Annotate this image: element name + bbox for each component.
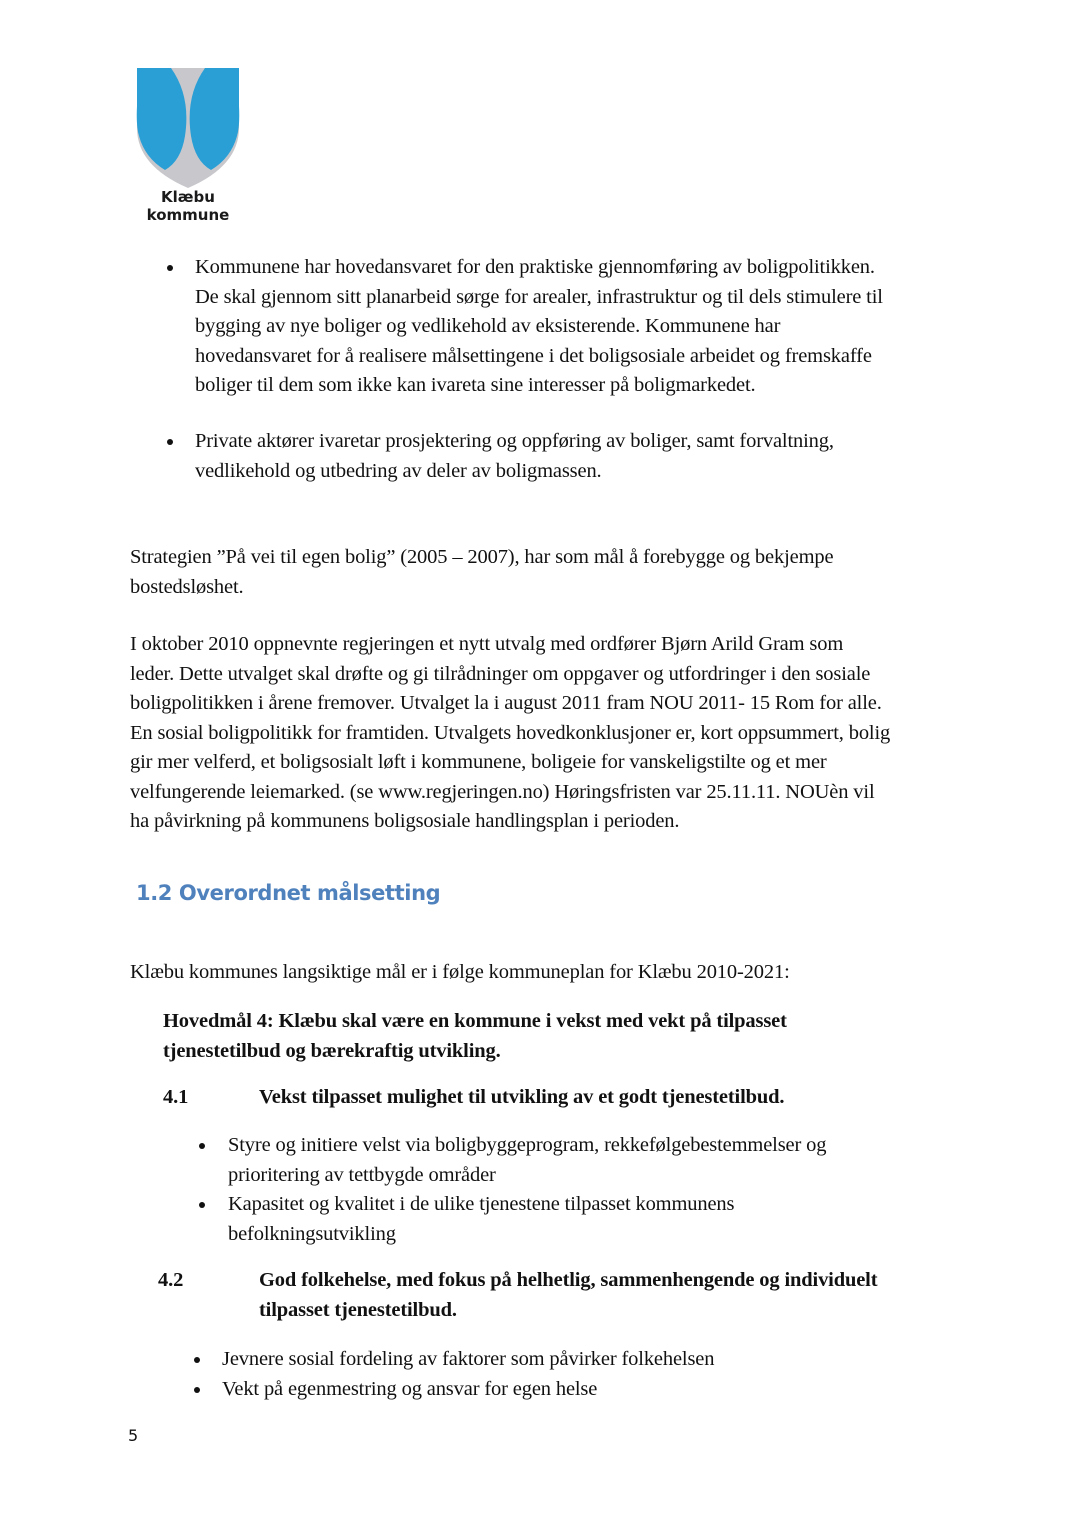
text-line: tilpasset tjenestetilbud. [259,1298,457,1321]
bullet-icon [199,1143,205,1149]
subgoal-title [259,1266,979,1325]
subgoal-number: 4.1 [163,1086,189,1108]
logo-text-line1: Klæbu [161,188,215,206]
paragraph-strategy [130,543,970,602]
text-line: bostedsløshet. [130,575,244,598]
bullet-icon [199,1202,205,1208]
page-number: 5 [128,1426,139,1445]
logo-text-line2: kommune [146,206,230,224]
text-line: Strategien ”På vei til egen bolig” (2005 – 2007), har som mål å forebygge og bekjempe [130,546,834,568]
text-line: befolkningsutvikling [228,1222,396,1245]
text-line: hovedansvaret for å realisere målsettingene i det boligsosiale arbeidet og fremskaffe [195,344,872,367]
subgoal-title: Vekst tilpasset mulighet til utvikling av et godt tjenestetilbud. [259,1086,785,1108]
main-goal [163,1007,963,1066]
text-line: Private aktører ivaretar prosjektering og oppføring av boliger, samt forvaltning, [195,430,834,452]
text-line: ha påvirkning på kommunens boligsosiale handlingsplan i perioden. [130,810,680,832]
text-line: En sosial boligpolitikk for framtiden. Utvalgets hovedkonklusjoner er, kort oppsummert, bolig [130,721,891,744]
text-line: leder. Dette utvalget skal drøfte og gi tilrådninger om oppgaver og utfordringer i den sosiale [130,662,871,685]
subgoal-number: 4.2 [158,1269,184,1291]
text-line: bygging av nye boliger og vedlikehold av eksisterende. Kommunene har [195,315,781,337]
text-line: God folkehelse, med fokus på helhetlig, sammenhengende og individuelt [259,1269,878,1291]
municipality-logo [133,66,243,226]
text-line: Vekt på egenmestring og ansvar for egen helse [222,1378,598,1400]
text-line: Styre og initiere velst via boligbyggeprogram, rekkefølgebestemmelser og [228,1134,827,1156]
bullet-icon [194,1357,200,1363]
paragraph-committee [130,630,990,837]
coat-of-arms-icon [133,66,243,191]
text-line: prioritering av tettbygde områder [228,1163,496,1186]
text-line: boliger til dem som ikke kan ivareta sine interesser på boligmarkedet. [195,374,756,396]
text-line: velfungerende leiemarked. (se www.regjeringen.no) Høringsfristen var 25.11.11. NOUèn vil [130,780,875,803]
section-heading: 1.2 Overordnet målsetting [136,881,441,905]
bullet-icon [194,1387,200,1393]
text-line: De skal gjennom sitt planarbeid sørge for arealer, infrastruktur og til dels stimulere til [195,285,883,308]
text-line: I oktober 2010 oppnevnte regjeringen et nytt utvalg med ordfører Bjørn Arild Gram som [130,633,844,655]
bullet-icon [167,439,173,445]
text-line: Jevnere sosial fordeling av faktorer som påvirker folkehelsen [222,1348,715,1370]
text-line: Kapasitet og kvalitet i de ulike tjenestene tilpasset kommunens [228,1193,735,1215]
text-line: tjenestetilbud og bærekraftig utvikling. [163,1039,501,1062]
text-line: gir mer velferd, et boligsosialt løft i kommunene, boligeie for vanskeligstilte og et mer [130,751,827,773]
section-intro: Klæbu kommunes langsiktige mål er i følge kommuneplan for Klæbu 2010-2021: [130,961,790,983]
bullet-icon [167,265,173,271]
text-line: Kommunene har hovedansvaret for den praktiske gjennomføring av boligpolitikken. [195,256,875,278]
text-line: boligpolitikken i årene fremover. Utvalget la i august 2011 fram NOU 2011- 15 Rom for alle. [130,692,882,714]
text-line: vedlikehold og utbedring av deler av boligmassen. [195,459,602,482]
text-line: Hovedmål 4: Klæbu skal være en kommune i vekst med vekt på tilpasset [163,1010,787,1032]
